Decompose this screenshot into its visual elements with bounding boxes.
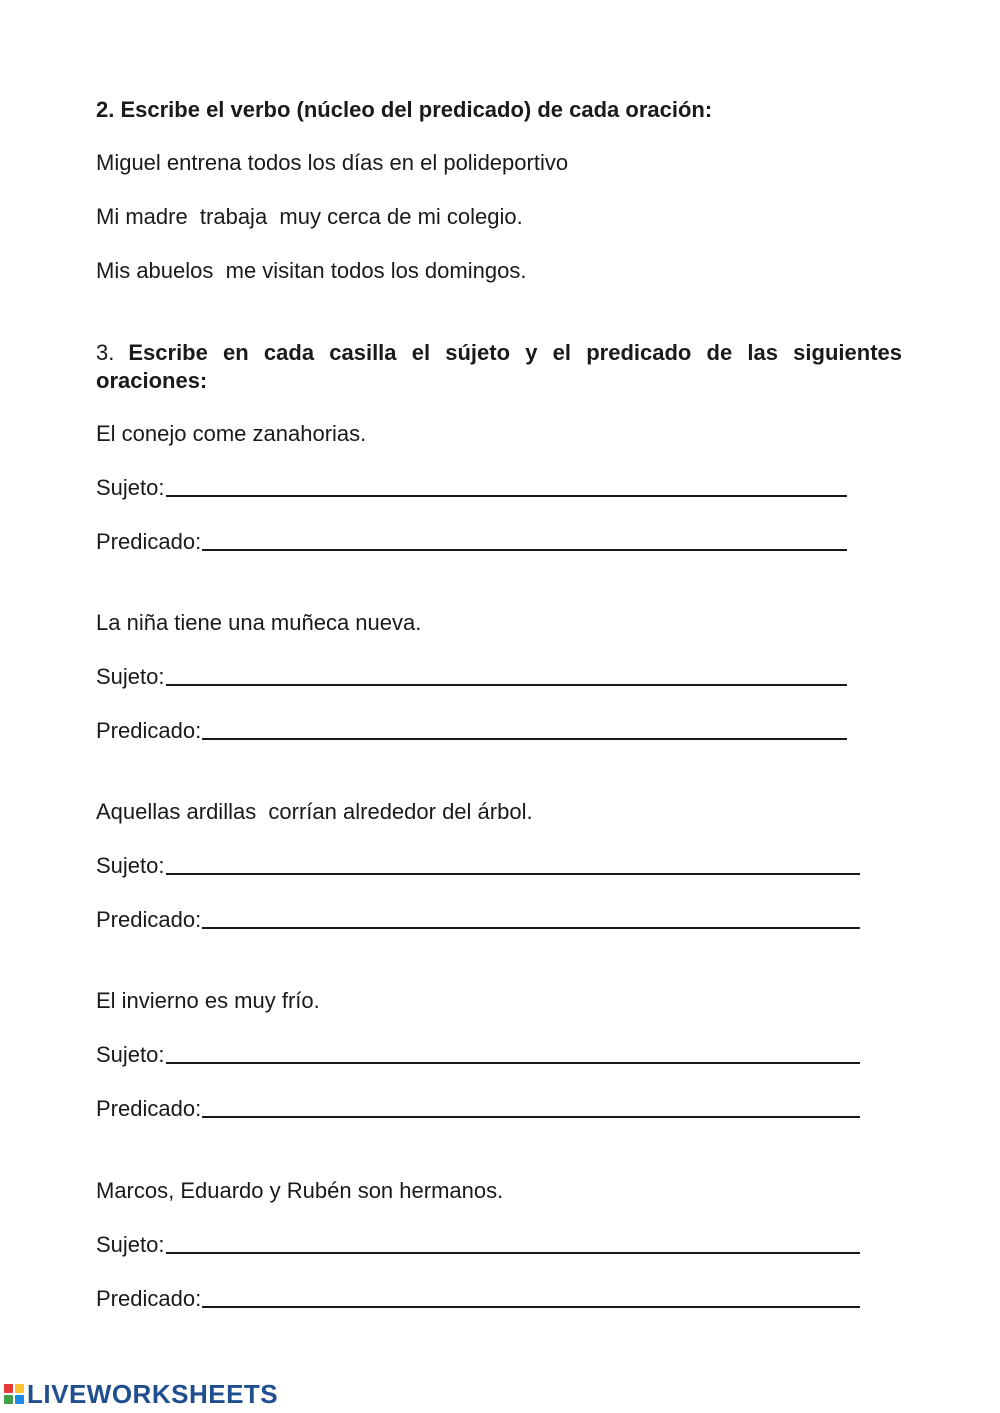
subject-answer-line[interactable]: [166, 1062, 861, 1064]
question-3-number: 3.: [96, 340, 115, 365]
predicate-answer-row: [96, 1282, 860, 1312]
predicate-answer-row: [96, 903, 860, 933]
question-2-sentence-3: Mis abuelos me visitan todos los domingos.: [96, 258, 527, 283]
subject-answer-row: [96, 471, 847, 501]
logo-block-red: [4, 1384, 13, 1393]
subject-answer-row: [96, 1228, 860, 1258]
liveworksheets-logo: [4, 1379, 278, 1409]
predicate-answer-line[interactable]: [202, 1116, 860, 1118]
subject-label: Sujeto:: [96, 664, 165, 689]
question-3-title: [96, 339, 902, 395]
subject-answer-line[interactable]: [166, 1252, 861, 1254]
subject-answer-line[interactable]: [166, 684, 848, 686]
subject-answer-row: [96, 1038, 860, 1068]
question-2-sentence-1: Miguel entrena todos los días en el polideportivo: [96, 150, 569, 175]
predicate-label: Predicado:: [96, 1096, 202, 1121]
exercise-sentence-1: El conejo come zanahorias.: [96, 421, 367, 446]
predicate-answer-row: [96, 714, 847, 744]
logo-block-yellow: [15, 1384, 24, 1393]
predicate-answer-line[interactable]: [202, 738, 847, 740]
subject-answer-row: [96, 660, 847, 690]
subject-label: Sujeto:: [96, 1042, 165, 1067]
predicate-label: Predicado:: [96, 907, 202, 932]
question-2-title: 2. Escribe el verbo (núcleo del predicado) de cada oración:: [96, 97, 713, 122]
logo-block-blue: [15, 1395, 24, 1404]
predicate-label: Predicado:: [96, 718, 202, 743]
predicate-label: Predicado:: [96, 1286, 202, 1311]
subject-label: Sujeto:: [96, 475, 165, 500]
subject-answer-line[interactable]: [166, 495, 848, 497]
subject-label: Sujeto:: [96, 853, 165, 878]
subject-answer-line[interactable]: [166, 873, 861, 875]
subject-label: Sujeto:: [96, 1232, 165, 1257]
logo-blocks-icon: [4, 1384, 24, 1404]
brand-name: LIVEWORKSHEETS: [27, 1378, 279, 1409]
predicate-label: Predicado:: [96, 529, 202, 554]
exercise-sentence-3: Aquellas ardillas corrían alrededor del árbol.: [96, 799, 533, 824]
predicate-answer-row: [96, 525, 847, 555]
predicate-answer-line[interactable]: [202, 1306, 860, 1308]
predicate-answer-line[interactable]: [202, 549, 847, 551]
question-2-sentence-2: Mi madre trabaja muy cerca de mi colegio.: [96, 204, 523, 229]
subject-answer-row: [96, 849, 860, 879]
question-3-instruction: Escribe en cada casilla el sújeto y el predicado de las siguientes oraciones:: [96, 340, 902, 393]
exercise-sentence-2: La niña tiene una muñeca nueva.: [96, 610, 422, 635]
predicate-answer-row: [96, 1092, 860, 1122]
logo-block-green: [4, 1395, 13, 1404]
predicate-answer-line[interactable]: [202, 927, 860, 929]
exercise-sentence-4: El invierno es muy frío.: [96, 988, 320, 1013]
exercise-sentence-5: Marcos, Eduardo y Rubén son hermanos.: [96, 1178, 504, 1203]
